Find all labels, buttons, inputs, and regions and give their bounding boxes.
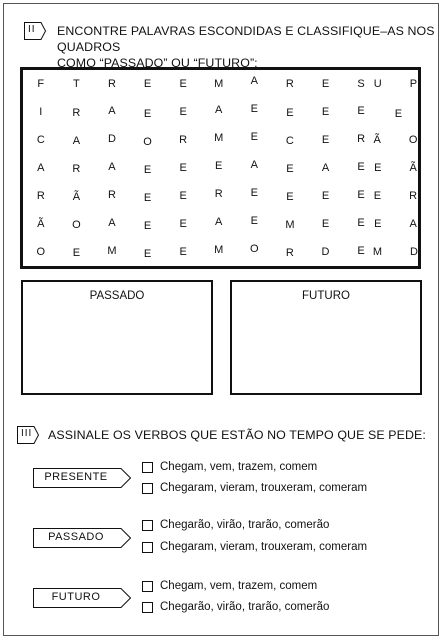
grid-cell: E: [179, 246, 187, 258]
tense-tag-past: [33, 528, 131, 548]
grid-cell: E: [321, 190, 330, 202]
tense-tag-label: PASSADO: [48, 531, 104, 543]
grid-cell: E: [321, 134, 330, 146]
option-label: Chegaram, vieram, trouxeram, comeram: [160, 541, 368, 553]
grid-cell: O: [143, 136, 152, 148]
grid-cell: C: [36, 134, 45, 146]
grid-cell: A: [250, 159, 258, 171]
grid-cell: R: [107, 189, 116, 201]
grid-cell: R: [214, 188, 223, 200]
grid-cell: F: [37, 78, 45, 90]
past-box-label: PASSADO: [89, 290, 145, 302]
grid-letter: A: [409, 218, 417, 230]
grid-cell: O: [36, 246, 46, 258]
grid-cell: O: [250, 243, 259, 255]
grid-cell: E: [143, 164, 152, 176]
tense-tag-future: [33, 588, 131, 608]
grid-letter: E: [373, 190, 382, 202]
grid-cell: E: [357, 217, 365, 229]
past-box[interactable]: [21, 280, 213, 395]
option-label: Chegarão, virão, trarão, comerão: [160, 601, 330, 613]
grid-cell: R: [72, 163, 81, 175]
grid-cell: T: [73, 78, 80, 90]
grid-cell: M: [214, 244, 224, 256]
grid-cell: E: [286, 163, 294, 175]
grid-cell: E: [321, 78, 330, 90]
option-label: Chegaram, vieram, trouxeram, comeram: [160, 482, 368, 494]
grid-cell: Ã: [37, 218, 45, 230]
grid-cell: [374, 154, 418, 182]
grid-cell: E: [143, 248, 152, 260]
grid-letter: M: [372, 246, 383, 258]
section-2-instruction: [57, 23, 443, 71]
grid-letter: R: [409, 190, 418, 202]
checkbox[interactable]: [142, 581, 153, 592]
section-3-badge: [17, 426, 39, 444]
checkbox[interactable]: [142, 462, 153, 473]
grid-letter: Ã: [373, 134, 381, 146]
section-3-instruction: ASSINALE OS VERBOS QUE ESTÃO NO TEMPO QUE SE PEDE:: [48, 428, 426, 442]
grid-letter: Ã: [409, 162, 417, 174]
tense-tag-label: FUTURO: [51, 591, 101, 603]
instruction-line-1: ENCONTRE PALAVRAS ESCONDIDAS E CLASSIFIQUE–AS NOS QUADROS: [57, 24, 435, 54]
grid-cell: A: [215, 104, 223, 116]
grid-cell: D: [107, 133, 116, 145]
grid-cell: S: [357, 78, 365, 90]
grid-letter: P: [409, 78, 418, 90]
grid-cell: E: [179, 78, 187, 90]
grid-cell: E: [321, 218, 330, 230]
grid-cell: E: [357, 189, 365, 201]
grid-cell: E: [143, 192, 152, 204]
grid-cell: [372, 238, 418, 266]
grid-cell: E: [179, 162, 187, 174]
grid-cell: [373, 126, 418, 154]
checkbox[interactable]: [142, 520, 153, 531]
future-box-label: FUTURO: [302, 290, 350, 302]
grid-cell: R: [357, 133, 366, 145]
grid-cell: A: [108, 161, 116, 173]
grid-cell: R: [179, 134, 188, 146]
grid-letter: U: [373, 78, 382, 90]
grid-cell: E: [179, 106, 187, 118]
grid-cell: A: [108, 105, 116, 117]
grid-cell: E: [286, 191, 294, 203]
section-3-number: III: [21, 428, 33, 439]
grid-cell: C: [285, 135, 294, 147]
grid-cell: M: [107, 245, 117, 257]
grid-cell: E: [357, 161, 365, 173]
tense-tag-present: [33, 468, 131, 488]
grid-cell: [374, 210, 418, 238]
grid-cell: E: [143, 78, 152, 90]
checkbox[interactable]: [142, 483, 153, 494]
grid-cell: E: [72, 247, 81, 259]
grid-cell: E: [321, 106, 330, 118]
grid-cell: E: [250, 131, 258, 143]
grid-cell: E: [143, 108, 152, 120]
grid-cell: E: [250, 187, 258, 199]
grid-cell: A: [37, 162, 45, 174]
option-label: Chegarão, virão, trarão, comerão: [160, 519, 330, 531]
grid-cell: A: [72, 135, 81, 147]
grid-cell: R: [285, 78, 294, 90]
grid-cell: M: [285, 219, 295, 231]
grid-cell: E: [357, 105, 365, 117]
grid-cell: E: [143, 220, 152, 232]
grid-cell: A: [250, 75, 258, 87]
grid-cell: R: [72, 107, 81, 119]
grid-cell: A: [215, 216, 223, 228]
grid-cell: M: [214, 78, 224, 90]
grid-cell: E: [357, 245, 365, 257]
grid-cell: D: [321, 246, 330, 258]
option-label: Chegam, vem, trazem, comem: [160, 580, 318, 592]
future-box[interactable]: [230, 280, 422, 395]
instruction-line-2: COMO “PASSADO” OU “FUTURO”:: [57, 56, 258, 70]
grid-cell: E: [394, 108, 403, 120]
word-search-grid: [20, 67, 421, 269]
grid-cell: E: [179, 218, 187, 230]
grid-letter: D: [410, 246, 418, 258]
checkbox[interactable]: [142, 542, 153, 553]
grid-cell: E: [179, 190, 187, 202]
grid-cell: E: [215, 160, 223, 172]
grid-letter: E: [374, 162, 382, 174]
grid-cell: R: [36, 190, 45, 202]
grid-letter: O: [408, 134, 418, 146]
grid-letter: E: [374, 218, 382, 230]
grid-cell: I: [39, 106, 43, 118]
grid-cell: E: [250, 103, 258, 115]
grid-cell: [373, 182, 418, 210]
grid-cell: R: [107, 78, 116, 90]
grid-cell: E: [286, 107, 294, 119]
checkbox[interactable]: [142, 602, 153, 613]
grid-cell: R: [285, 247, 294, 259]
grid-cell: [373, 70, 418, 98]
grid-cell: Ã: [72, 191, 81, 203]
tense-tag-label: PRESENTE: [44, 471, 108, 483]
grid-cell: E: [250, 215, 258, 227]
option-label: Chegam, vem, trazem, comem: [160, 461, 318, 473]
grid-cell: A: [321, 162, 330, 174]
grid-cell: M: [214, 132, 224, 144]
grid-cell: O: [72, 219, 81, 231]
section-2-badge: [24, 22, 46, 40]
section-2-number: II: [28, 24, 36, 35]
grid-cell: A: [108, 217, 116, 229]
